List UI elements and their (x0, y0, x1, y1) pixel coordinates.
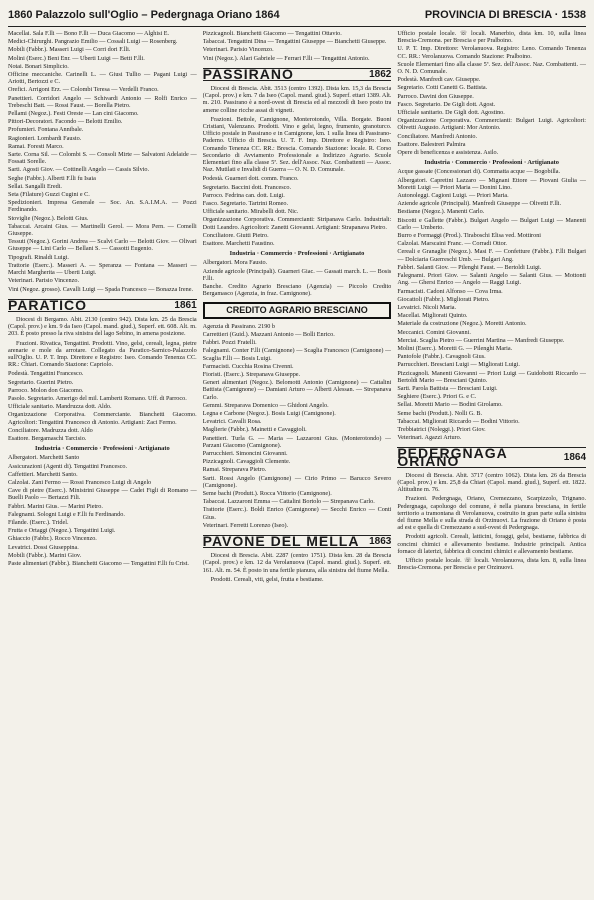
directory-entry: Vini (Negoz.). Alari Gabriele — Ferrari F.lli — Tengattini Antonio. (202, 54, 370, 62)
directory-entry: Esattore. Marchetti Faustino. (202, 240, 275, 248)
directory-entry: Profumieri. Fontana Annibale. (8, 126, 84, 134)
directory-entry: Tabaccai. Lazzaroni Emma — Cattalini Bortolo — Strepanava Carlo. (202, 498, 375, 506)
directory-entry: Conciliatore. Manfredi Antonio. (397, 132, 478, 140)
directory-entry: Podestà. Guarneri dott. comm. Franco. (202, 175, 299, 183)
directory-entry: Molini (Eserc.) Beni Enr. — Uberti Luigi — Betti F.lli. (8, 54, 145, 62)
directory-entry: Ramai. Streparava Pietro. (202, 466, 267, 474)
directory-entry: Panettieri. Turla G. — Maria — Lazzaroni Gius. (Monterotondo) — Parzani Giacomo (Camignone). (202, 434, 392, 449)
section-name: PASSIRANO (202, 65, 294, 82)
directory-entry: Fabbri. Pozzi Fratelli. (202, 339, 257, 347)
directory-entry: Parrucchieri. Simoncini Giovanni. (202, 449, 288, 457)
directory-entry: Frutta e Ortaggi (Negoz.). Tengattini Luigi. (8, 527, 116, 535)
section-description-2: Prodotti. Cereali, viti, gelsi, frutta e bestiame. (210, 575, 324, 583)
directory-entry: Albergatori. Marchetti Santo (8, 454, 80, 462)
subhead-industria: Industria · Commercio · Professioni · Artigianato (424, 159, 560, 167)
directory-entry: Vini (Negoz. grosso). Cavalli Luigi — Spada Francesco — Bonazza Irene. (8, 285, 194, 293)
directory-entry: Seghiere (Eserc.). Priori G. e C. (397, 393, 477, 401)
directory-entry: Sarti. Rossi Angelo (Camignone) — Cirio Primo — Barucco Severo (Camignone). (202, 474, 392, 489)
directory-entry: Acque gassate (Concessionari di). Commatta acque — Bogobilla. (397, 168, 561, 176)
section-header-passirano (202, 65, 392, 82)
column-3 (397, 30, 586, 896)
column-2 (203, 30, 392, 896)
directory-entry: Notai. Bonari Simplicio. (8, 62, 69, 70)
directory-entry: Fasco. Segretario. Tartrini Romeo. (202, 200, 289, 208)
directory-entry: Tessuti (Negoz.). Gorini Andrea — Scalvi Carlo — Belotti Giov. — Olivari Giuseppe — Lini Carlo — Bellani S. — Cassotti Eugenio. (8, 238, 197, 253)
directory-entry: Levatrici. Nicoli Maria. (397, 303, 457, 311)
directory-entry: Gemmi. Streparava Domenico — Ghidoni Angelo. (202, 401, 329, 409)
directory-entry: Banche. Credito Agrario Bresciano (Agenzia) — Piccolo Credito Bergamasco (Agenzia, in fraz. Camignone). (202, 283, 392, 298)
directory-entry: Parrucchieri. Bresciani Luigi — Migliorati Luigi. (397, 361, 520, 369)
directory-entry: Ufficiale sanitario. Mirabelli dott. Nic. (202, 208, 299, 216)
directory-entry: Tabaccai. Migliorati Riccardo — Bodini Vittorio. (397, 417, 520, 425)
columns (8, 30, 586, 896)
section-description-4: Ufficio postale locale. ☏ locali. Verolanuova, dista km. 8, sulla linea Brescia-Cremona. per Brescia e per Orzinuovi. (397, 557, 587, 572)
col2-entries2 (203, 175, 392, 247)
header-right: PROVINCIA DI BRESCIA · 1538 (424, 9, 586, 21)
directory-entry: Tipografi. Rinaldi Luigi. (8, 253, 69, 261)
directory-entry: Aziende agricole (Principali). Manfredi Giuseppe — Olivetti F.lli. (397, 200, 562, 208)
directory-entry: Pizzicagnoli. Cavaggioli Clemente. (202, 458, 291, 466)
subhead-industria: Industria · Commercio · Professioni · Artigianato (34, 445, 170, 453)
directory-entry: Aziende agricole (Principali). Guarneri Giac. — Gassati march. L. — Bosis F.lli. (202, 267, 392, 282)
col3-entries2 (397, 168, 586, 441)
section-header-paratico (8, 296, 197, 313)
directory-entry: Trattorie (Eserc.). Masseri A. — Speranza — Fontana — Masseri — Marchi Margherita — Uberti Luigi. (8, 261, 197, 277)
directory-entry: Albergatori. Capretini Lazzaro — Mignani Ettore — Piovani Giulia — Moretti Luigi — Priori Maria — Donini Lino. (397, 176, 587, 191)
directory-entry: Calzolai. Zani Fermo — Rossi Francesco Luigi di Angelo (8, 478, 152, 486)
directory-entry: Paste alimentari (Fabbr.). Bianchetti Giacomo — Tengattini F.lli fu Crist. (8, 560, 189, 567)
directory-entry: Falegnami. Sologni Luigi e F.lli fu Ferdinando. (8, 510, 125, 518)
section-description: Diocesi di Brescia. Abit. 3513 (centro 1392). Dista km. 15,3 da Brescia (Capol. prov.) e km. 7 da Iseo (Capol. mand. giud.). Superf. ettari 1389. Alt. m. 210. Passirano è a nord-ovest di Brescia ed al mezzodì di Iseo posto tra amene colline ricche assai di vigneti. (202, 85, 392, 114)
directory-entry: Podestà. Tengattini Francesco. (8, 370, 84, 378)
directory-entry: Parroco. Fedrina can. dott. Luigi. (202, 191, 285, 199)
directory-entry: Agenzia di Passirano. 2190 b (202, 322, 276, 330)
section-description-3: Prodotti agricoli. Cereali, latticini, foraggi, gelsi, bestiame, fabbrica di concimi chimici e allevamento bestiame. Industrie principali. Antica fornace di laterizi, fabbrica di concimi chimici e allevamento bestiame. (397, 533, 587, 555)
directory-entry: Seta (Filature) Guzzi Cugini e C. (8, 191, 90, 199)
directory-entry: Giocattoli (Fabbr.). Migliorati Pietro. (397, 295, 490, 303)
directory-entry: Organizzazione Corporativa. Commerciante. Bianchetti Giacomo. Agricoltori: Tengattini Francesco di Antonio. Artigiani: Zaci Fermo. (8, 411, 197, 426)
directory-entry: Cereali e Granaglie (Negoz.). Masi F. — Confetture (Fabbr.). F.lli Bulgari — Dolciaria Guerreschi Umb. — Bulgari Ang. (397, 248, 587, 263)
section-description: Diocesi di Brescia. Abit. 3717 (centro 1062). Dista km. 26 da Brescia (Capol. prov.) e km. 25,8 da Chiari (Capol. mand. giud.), Superf. ett. 1822. Altitudine m. 76. (397, 471, 587, 494)
directory-entry: Medici-Chirurghi. Pangrazio Emilio — Cossali Luigi — Rosenberg. (8, 38, 178, 46)
directory-entry: Sarte. Corna Sil. — Colombi S. — Consoli Mirte — Salvatoni Adelaide — Fossati Sorelle. (8, 151, 197, 166)
directory-entry: Segretario. Baccini dott. Francesco. (202, 183, 291, 191)
directory-entry: Pantofole (Fabbr.). Cavagnoli Gius. (397, 353, 486, 361)
directory-entry: Cave di pietre (Eserc.). Ministrini Giuseppe — Cadei Figli di Romano — Buelli Paolo — Bertazzi Fili. (8, 487, 197, 502)
directory-entry: Tabaccai. Arcaini Gius. — Martinelli Gerol. — Mora Pern. — Comelli Giuseppe. (8, 222, 197, 238)
directory-entry: Seme bachi (Produtt.). Rocca Vittorio (Camignone). (202, 489, 332, 497)
section-year: 1864 (563, 451, 587, 463)
directory-entry: Veterinari. Parisio Vincenzo. (202, 46, 274, 54)
section-year: 1863 (369, 535, 392, 547)
directory-entry: Fasco. Segretario. De Gigli dott. Agost. (397, 100, 496, 108)
directory-entry: Materiale da costruzione (Negoz.). Moretti Antonio. (397, 320, 527, 328)
directory-entry: Segretario. Guerini Pietro. (8, 378, 74, 386)
section-description: Diocesi di Brescia. Abit. 2287 (centro 1751). Dista km. 28 da Brescia (Capol. prov.) e km. 12 da Verolanuova (Capol. mand. giud.). Superf. ett. 161. Alt. m. 54. È posto in una fertile pianura, alla sinistra del fiume Mella. (202, 552, 392, 574)
section-header-pavone (202, 532, 392, 549)
directory-entry: Pittori-Decoratori. Facondo — Belotti Emilio. (8, 118, 123, 126)
directory-entry: Organizzazione Corporativa. Commercianti: Stripanava Carlo. Industriali: Dotti Leandro. Agricoltori: Zanetti Giovanni. Artigiani: Strapanava Pietro. (202, 216, 392, 231)
directory-entry: Farmacisti. Cadoni Alfonso — Cova Irma. (397, 287, 503, 295)
directory-entry: Seghe (Fabbr.). Alberti F.lli fu Isaia (8, 174, 96, 182)
col1-entries2 (8, 370, 197, 442)
directory-entry: Falegnami. Priori Giov. — Salanti Angelo — Salanti Gius. — Mottonti Ang. — Ghersi Enrico — Angelo — Raggi Luigi. (397, 272, 587, 287)
directory-entry: Ufficiale sanitario. Mandruzza dott. Aldo. (8, 403, 112, 411)
directory-entry: Pellami (Negoz.). Festi Oreste — Lan cini Giacomo. (8, 110, 139, 118)
section-description: Diocesi di Bergamo. Abit. 2130 (centro 942). Dista km. 25 da Brescia (Capol. prov.) e km. 9 da Iseo (Capol. mand. giud.), Superf. ett. 608. Alt. m. 203. È posto presso la riva sinistra del lago Sebino, in amena posizione. (8, 315, 197, 338)
directory-entry: Organizzazione Corporativa. Commercianti: Bulgari Luigi. Agricoltori: Olivetti Augusto. Artigiani: Mor Antonio. (397, 117, 587, 132)
directory-entry: Molini (Eserc.). Moretti G. — Pilenghi Maria. (397, 344, 513, 352)
directory-entry: Sellai. Sangalli Eredi. (8, 182, 62, 190)
directory-entry: Legna e Carbone (Negoz.). Bosis Luigi (Camignone). (202, 409, 336, 417)
directory-entry: Ufficiale sanitario. De Gigli dott. Agostino. (397, 109, 505, 117)
directory-entry: Veterinari. Agazzi Arturo. (397, 434, 462, 442)
directory-entry: Fabbri. Marini Gius. — Marini Pietro. (8, 502, 103, 510)
section-year: 1861 (174, 299, 197, 311)
directory-entry: Calzolai. Marscaini Franc. — Corradi Ottor. (397, 240, 507, 248)
directory-entry: Meccanici. Comini Giovanni. (397, 328, 471, 336)
directory-entry: Levatrici. Dossi Giuseppina. (8, 543, 79, 551)
page-header (8, 4, 586, 27)
directory-entry: Veterinari. Ferretti Lorenzo (Iseo). (202, 521, 289, 529)
section-description-2: Frazioni. Bettole, Camignone, Monterotondo, Villa. Borgate. Buoni Cristiani, Valenzano. Prodotti. Vino e gelsi, legno, frumento, granoturco. Ufficio postale in Passirano e in Camignone, km. 1 sulla linea di Passirano-Paderno. Ufficio di Brescia. U. T. F. Imp. Direttore e Registro: Iseo. Comando Tenenza CC. RR.: Brescia. Comando Stazione: locale. R. Corso Secondario di Avviamento Professionale a Indirizzo Agrario. Scuole Elementari fino alla classe 5ª. Sez. dell'Assoc. Naz. Combattenti — Assoc. Naz. Mutilati e Invalidi di Guerra — O. N. D. Comunale. (202, 115, 392, 174)
directory-entry: Sarti. Parola Battista — Bresciani Luigi. (397, 384, 498, 392)
col3-entries (397, 30, 586, 156)
directory-entry: Tabaccai. Tengattini Dina — Tengattini Giuseppe — Bianchetti Giuseppe. (202, 38, 387, 46)
directory-entry: Macellai. Sala F.lli — Bono F.lli — Duca Giacomo — Alghisi E. (8, 30, 170, 37)
directory-entry: Sarti. Agosti Giov. — Cottinelli Angelo — Cassis Silvio. (8, 166, 150, 174)
directory-entry: Biscotti e Gallette (Fabbr.). Bulgari Angelo — Bulgari Luigi — Manenti Carlo — Umberto. (397, 216, 587, 231)
subhead-industria: Industria · Commercio · Professioni · Artigianato (229, 250, 365, 258)
section-year: 1862 (369, 68, 392, 80)
directory-entry: Carrettieri (Guid.). Mazzani Antonio — Bolli Enrico. (202, 330, 335, 338)
directory-entry: Assicurazioni (Agenti di). Tengattini Francesco. (8, 462, 128, 470)
directory-entry: Conciliatore. Giutti Pietro. (202, 231, 269, 239)
directory-entry: Levatrici. Cavalli Rosa. (202, 418, 262, 426)
directory-entry: Ramai. Foresti Marco. (8, 142, 64, 150)
directory-entry: Filande. (Eserc.). Tridel. (8, 518, 69, 526)
directory-entry: Stoviglie (Negoz.). Belotti Gius. (8, 214, 89, 222)
directory-entry: Albergatori. Mora Fausto. (202, 259, 268, 267)
section-description-2: Frazioni. Pedergnaga, Oriano, Cremezzano, Scarpizzolo, Trignano. Pedergnaga, capoluogo del comune, è nella pianura bresciana, in fertile territorio a tramontana di Verolanuova, costruito in gran parte sulla sinistra del fiume Mella e sulla strada di Orzinuovi. La frazione di Oriano è posta ad est e quella di Cremezzano a sud-ovest di Pedergnaga. (397, 495, 587, 532)
directory-entry: Sellai. Moretti Mario — Bodini Girolamo. (397, 401, 503, 409)
header-left: 1860 Palazzolo sull'Oglio – Pedergnaga Oriano 1864 (8, 9, 280, 21)
directory-entry: Orefici. Arrigoni Erz. — Colombi Teresa — Verdelli Franco. (8, 86, 159, 94)
directory-entry: Ufficio postale locale. ☏ locali. Manerbio, dista km. 10, sulla linea Brescia-Cremona. per Brescia e per Pralboino. (397, 30, 587, 45)
directory-entry: Spedizionieri. Impresa Generale — Soc. An. S.A.I.M.A. — Pozzi Ferdinando. (8, 199, 197, 214)
directory-entry: Segretario. Cotti Canetti G. Battista. (397, 84, 488, 92)
directory-entry: Bestiame (Negoz.). Manenti Carlo. (397, 208, 485, 216)
directory-entry: Esattore. Bergamaschi Tarcisio. (8, 434, 87, 442)
directory-entry: Parroco. Davini don Giuseppe. (397, 92, 474, 100)
directory-entry: Maglierie (Fabbr.). Mainetti e Cavaggioli. (202, 426, 307, 434)
directory-entry: Pizzicagnoli. Bianchetti Giacomo — Tengattini Ottavio. (202, 30, 342, 37)
directory-entry: Generi alimentari (Negoz.). Belomotti Antonio (Camignone) — Cattalini Battista (Camignone) — Damiani Arturo — Alberti Alessan. — Strepanava Carlo. (202, 379, 392, 401)
section-name: PARATICO (8, 296, 88, 313)
directory-entry: Scuole Elementari fino alla classe 5ª. Sez. dell'Assoc. Naz. Combattenti. — O. N. D. Comunale. (397, 60, 587, 76)
directory-entry: Pizzicagnoli. Manenti Giovanni — Priori Luigi — Guidobotti Riccardo — Bertoldi Mario — Bresciani Quinto. (397, 369, 587, 384)
directory-entry: Autonoleggi. Cagioni Luigi. — Priori Maria. (397, 192, 509, 200)
directory-entry: U. P. T. Imp. Direttore: Verolanuova. Registro: Leno. Comando Tenenza CC. RR.: Verolanuova. Comando Stazione: Pralboino. (397, 45, 587, 60)
section-name: PEDERGNAGA ORIANO (397, 445, 508, 469)
directory-entry: Panettieri. Corridori Angelo — Schivardi Antonio — Rolfi Enrico — Trebeschi Batt. — Rossi Faust. — Borella Pietro. (8, 94, 197, 109)
section-description-2: Frazioni. Rivatica, Tengattini. Prodotti. Vino, gelsi, cereali, legna, pietre arenarie e mole da arrotare. Collegato da Paratico-Sarnico-Palazzolo sull'Oglio. U. P. T. Imp. Direttore e Registro: Iseo. Comando Tenenza CC. RR.: Chiari. Comando Stazione: Capriolo. (8, 339, 197, 369)
directory-entry: Seme bachi (Produtt.). Nolli G. B. (397, 409, 483, 417)
col2-entries3 (203, 259, 392, 297)
section-header-pedergnaga (397, 447, 586, 467)
directory-entry: Merciai. Scaglia Pietro — Guerrini Martina — Manfredi Giuseppe. (397, 336, 565, 344)
directory-entry: Caffettieri. Marchetti Santo. (8, 470, 78, 478)
directory-entry: Pasolo. Segretario. Amerigo del mil. Lamberti Romano. Uff. di Parroco. (8, 394, 187, 402)
directory-entry: Trebbiatrici (Noleggi.). Priori Giov. (397, 425, 486, 433)
directory-entry: Mobili (Fabbr.). Masseri Luigi — Corri dori F.lli. (8, 46, 131, 54)
directory-entry: Fabbri. Salanti Giov. — Pilenghi Faust. — Bertoldi Luigi. (397, 263, 542, 271)
directory-entry: Mobili (Fabbr.). Marini Giov. (8, 551, 82, 559)
directory-entry: Opere di beneficenza e assistenza. Asilo. (397, 149, 499, 157)
directory-entry: Farmacisti. Cucchia Rosina Civenni. (202, 362, 294, 370)
advert-banner: CREDITO AGRARIO BRESCIANO (203, 302, 392, 319)
col2-entries4 (203, 323, 392, 529)
directory-entry: Ragionieri. Lombardi Fausto. (8, 134, 82, 142)
directory-entry: Veterinari. Parisio Vincenzo. (8, 277, 79, 285)
directory-entry: Esattore. Balestreri Palmira (397, 140, 466, 148)
directory-entry: Macellai. Migliorati Quinto. (397, 312, 468, 320)
directory-entry: Fioristi. (Eserc.). Strepanava Giuseppe. (202, 370, 301, 378)
directory-entry: Parroco. Molon don Giacomo. (8, 386, 84, 394)
directory-entry: Podestà. Manfredi cav. Giuseppe. (397, 76, 481, 84)
column-1 (8, 30, 197, 896)
directory-entry: Burro e Formaggi (Prod.). Tiraboschi Elisa ved. Mottironi (397, 232, 542, 240)
directory-entry: Falegnami. Conter F.lli (Camignone) — Scaglia Francesco (Camignone) — Scaglia F.lli — Bosis Luigi. (202, 347, 392, 362)
directory-entry: Trattorie (Eserc.). Boldi Enrico (Camignone) — Secchi Enrico — Conti Gius. (202, 506, 392, 521)
directory-entry: Ghiaccio (Fabbr.). Rocco Vincenzo. (8, 535, 97, 543)
directory-entry: Conciliatore. Madruzza dott. Aldo (8, 426, 93, 434)
section-name: PAVONE DEL MELLA (202, 532, 360, 549)
col1-entries (8, 30, 197, 293)
col2-entries (203, 30, 392, 62)
directory-entry: Officine meccaniche. Carinelli L. — Giusi Tullio — Pagani Luigi — Ariotti, Bertozzi e C. (8, 71, 197, 86)
col1-entries3 (8, 454, 197, 567)
